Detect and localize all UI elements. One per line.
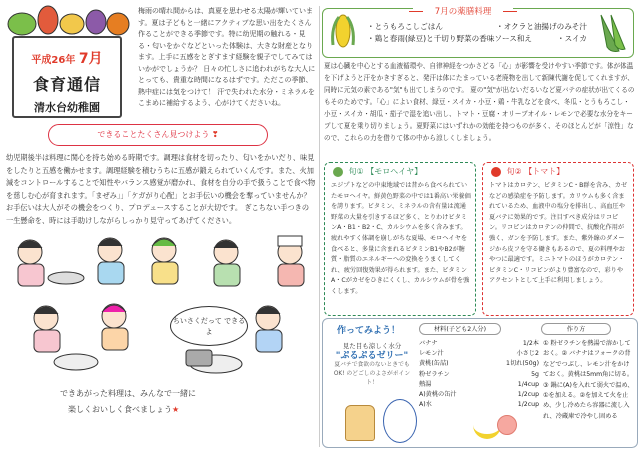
- speech-bubble: ちいさくだって できるよ: [170, 306, 248, 346]
- menu-item: ・鶏と春雨(緑豆)と千切り野菜の香味ソース和え: [367, 34, 533, 43]
- peach-icon: [497, 415, 517, 435]
- ingredient-qty: 1/4cup: [517, 380, 539, 388]
- menu-items: [367, 21, 587, 45]
- steps-heading: 作り方: [541, 323, 611, 335]
- ingredient-qty: 1/2cup: [517, 401, 539, 409]
- closing-line-2: 楽しくおいしく食べましょう: [68, 405, 172, 414]
- school-name: 清水台幼稚園: [34, 101, 100, 114]
- tomato-icon: [491, 167, 501, 177]
- vegetable-box-moroheiya: [324, 162, 476, 316]
- ingredient-row: [419, 339, 539, 349]
- newsletter-title: 食育通信: [32, 75, 101, 94]
- ingredient-row: [419, 370, 539, 380]
- vegetable-title: 旬② 【トマト】: [506, 167, 565, 176]
- ingredient-qty: 1/2本: [522, 340, 539, 347]
- ingredient-row: [419, 359, 539, 369]
- menu-item: ・とうもろこしごはん: [367, 22, 443, 31]
- vegetables-illustration: [4, 0, 134, 38]
- ingredient-qty: 5g: [531, 370, 539, 378]
- intro-text: 梅雨の晴れ間からは、真夏を思わせる太陽が輝いています。夏は子どもと一緒にアクティブな思い出をたくさん作ることができる季節です。特に幼児期の触れる・見る・匂いをかぐなどといった体験は、大きな財産となります。上手に五感をとぎすます経験を親子でしてみてはいかがでしょうか？ 日々の忙しさに追われがちな大人にとっても、貴重な時間になるはずです。ただこの季節、熱中症には気をつけて！ 汗で失われた水分・ミネラルをこまめに補給するよう、心がけてくださいね。: [138, 7, 316, 107]
- star-icon: ★: [172, 405, 180, 414]
- recipe-title: 作ってみよう！: [337, 326, 401, 336]
- vegetable-box-tomato: [482, 162, 634, 316]
- left-column: [0, 0, 318, 453]
- okra-icon: [591, 11, 629, 55]
- ingredients-list: [419, 339, 539, 410]
- vegetable-body: トマトはカロテン、ビタミンC・B群を含み、カゼなどの感染症を予防します。カリウムも多く含まれているため、血液中の塩分を排出し、高血圧や夏バテに効果的です。注目すべき成分はリコピン。リコピンはカロテンの仲間で、抗酸化作用が強く、ガンを予防します。また、紫外線のダメージから皮フを守る働きもあるので、夏の料理やおやつに最適です。ミニトマトのほうがカロテン・ビタミンC・リコピンがより豊富なので、彩りやアクセントとして上手に利用しましょう。: [489, 182, 628, 285]
- vegetable-heading: [333, 165, 422, 179]
- title-box: [12, 36, 122, 118]
- era-year: 平成26年: [31, 55, 76, 66]
- ingredient-name: 粉ゼラチン: [419, 370, 450, 378]
- recipe-name: "ぷるぷるゼリー": [335, 351, 409, 361]
- ingredient-name: レモン汁: [419, 350, 444, 358]
- issue-date: [14, 48, 120, 68]
- heart-icon: ❣: [211, 130, 219, 139]
- ingredient-name: バナナ: [419, 340, 438, 347]
- ingredient-row: [419, 349, 539, 359]
- corn-icon: [327, 11, 359, 51]
- ingredient-row: [419, 390, 539, 400]
- menu-row-1: [367, 21, 587, 33]
- section-banner: [48, 124, 268, 146]
- menu-title: 7月の薬膳料理: [413, 5, 513, 19]
- column-divider: [319, 6, 320, 447]
- section-body: 幼児期後半は料理に関心を持ち始める時期です。調理は食材を切ったり、匂いをかいだり、味見をしたりと五感を働かせます。調理経験を積むうちに五感が鍛えられていくんです。また、火加減をコントロールすることで知性やバランス感覚が磨かれ、食材を自分の手で扱うことで食べ物を慈しむ心が育まれます。「まぜみ」」「ケガがり心配」とお手伝いの機会を奪っていませんか？お手伝いは大人がその機会をつくり、プロデュースすることが大切です。 ぎこちない手つきの一生懸命を、時には手助けしながらしっかり見守ってあげてください。: [6, 153, 316, 225]
- children-cooking-illustration: [6, 232, 316, 382]
- menu-item: ・スイカ: [557, 34, 587, 43]
- issue-month: 7月: [78, 51, 103, 67]
- ingredients-heading: 材料(子ども2人分): [419, 323, 501, 335]
- recipe-box: [322, 318, 638, 448]
- section-banner-text: できることたくさん見つけよう: [97, 130, 210, 139]
- recipe-note: 夏バテで食欲のないときでもOK! のどごしのよさがポイント！: [333, 362, 411, 386]
- vegetable-heading: [491, 165, 564, 179]
- seasonal-text: 夏は心臓を中心とする血液循環や、自律神経をつかさどる「心」が影響を受けやすい季節です。体が体温を下げようと汗をかきすぎると、発汗は体にたまっている老廃物を出して新陳代謝を促してくれますが、同時に元気の素である"気"も出てしまうのです。 夏の"気"が出ないだるいなど夏バテの症状が出てくるのもそのためです。「心」によい食材、緑豆・スイカ・小豆・鶏・牛乳などを食べ、冬瓜・とうもろこし・小豆・スイカ・胡瓜・茄子で湿を追い出し、トマト・豆腐・オリーブオイル・レモンで必要な水分をキープして夏を乗り切りましょう。夏野菜にはいずれかの効能を持つものが多く、そのほとんどが「涼性」なので、これらの力を借りて体の中から涼しくしましょう。: [324, 62, 635, 142]
- ingredient-row: [419, 400, 539, 410]
- ingredient-qty: 1/2cup: [517, 391, 539, 399]
- ingredient-name: A)水: [419, 401, 432, 409]
- ingredient-qty: 小さじ2: [516, 350, 539, 358]
- closing-text: [60, 386, 280, 418]
- recipe-subtitle: [331, 341, 413, 388]
- leaf-icon: [333, 167, 343, 177]
- recipe-tagline: 見た目も涼しく水分: [342, 342, 402, 350]
- jelly-icon: [345, 405, 375, 441]
- ingredient-name: 熱湯: [419, 380, 432, 388]
- right-column: [322, 0, 640, 453]
- ingredient-name: 黄桃(缶詰): [419, 360, 449, 368]
- ingredient-row: [419, 380, 539, 390]
- menu-row-2: [367, 33, 587, 45]
- menu-item: ・オクラと油揚げのみそ汁: [496, 22, 587, 31]
- vegetable-body: エジプトなどの中東地域では昔から食べられていたモロヘイヤ。鮮黄色野菜の中では1番高い栄養価を誇ります。ビタミン、ミネラルの含有量は流通野菜の大量を引きするほど多く、とりわけビタミンA・B1・B2・C、カルシウムを多く含みます。疲れやすく体調を崩しがちな夏場、モロヘイヤを食べると、多量に含まれるビタミンB1やB2が糖質・脂質のエネルギーへの変換をうまくしてくれ、疲労回復効果が得られます。また、ビタミンA・Cがカゼをひきにくくし、カルシウムが骨を強くします。: [331, 182, 471, 295]
- ingredient-name: A)黄桃の缶汁: [419, 391, 457, 399]
- recipe-steps: ① 粉ゼラチンを熱湯で溶かしておく。② バナナはフォークの背などでつぶし、レモン汁をかけておく。黄桃は5mm角に切る。③ 鍋に(A)を入れて弱火で温め、①を加える。②を加えて火を止め、少し冷めたら容器に流し入れ、冷蔵庫で冷やし固める: [543, 340, 634, 420]
- menu-box: [322, 8, 634, 58]
- ingredient-qty: 1切れ(50g): [506, 360, 539, 368]
- vegetable-title: 旬① 【モロヘイヤ】: [348, 167, 423, 176]
- mascot-icon: [383, 399, 417, 443]
- closing-line-2-wrap: [60, 402, 280, 418]
- closing-line-1: できあがった料理は、みんなで一緒に: [60, 389, 196, 398]
